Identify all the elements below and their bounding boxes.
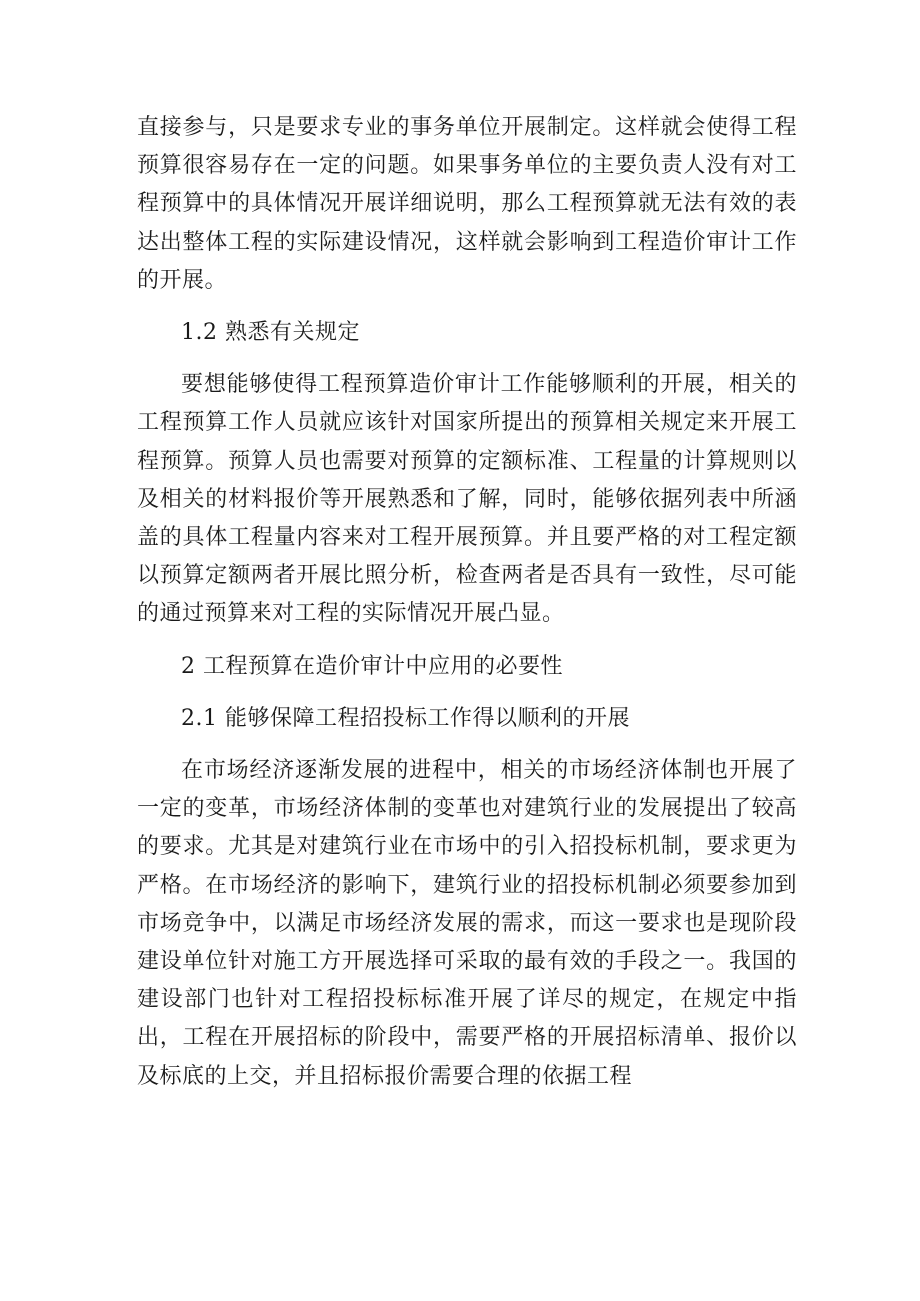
section-heading-2-1: 2.1 能够保障工程招投标工作得以顺利的开展	[181, 705, 630, 731]
paragraph-gap	[137, 634, 797, 648]
paragraph-gap	[137, 300, 797, 314]
paragraph-gap	[137, 738, 797, 752]
paragraph-regulations: 要想能够使得工程预算造价审计工作能够顺利的开展，相关的工程预算工作人员就应该针对国家所提出的预算相关规定来开展工程预算。预算人员也需要对预算的定额标准、工程量的计算规则以及相关的材料报价等开展熟悉和了解，同时，能够依据列表中所涵盖的具体工程量内容来对工程开展预算。并且要严格的对工程定额以预算定额两者开展比照分析，检查两者是否具有一致性，尽可能的通过预算来对工程的实际情况开展凸显。	[137, 372, 797, 627]
paragraph-intro-continuation: 直接参与，只是要求专业的事务单位开展制定。这样就会使得工程预算很容易存在一定的问题。如果事务单位的主要负责人没有对工程预算中的具体情况开展详细说明，那么工程预算就无法有效的表达出整体工程的实际建设情况，这样就会影响到工程造价审计工作的开展。	[137, 115, 797, 293]
section-heading-2: 2 工程预算在造价审计中应用的必要性	[181, 653, 563, 679]
paragraph-gap	[137, 352, 797, 366]
paragraph-bidding: 在市场经济逐渐发展的进程中，相关的市场经济体制也开展了一定的变革，市场经济体制的变革也对建筑行业的发展提出了较高的要求。尤其是对建筑行业在市场中的引入招投标机制，要求更为严格。在市场经济的影响下，建筑行业的招投标机制必须要参加到市场竞争中，以满足市场经济发展的需求，而这一要求也是现阶段建设单位针对施工方开展选择可采取的最有效的手段之一。我国的建设部门也针对工程招投标标准开展了详尽的规定，在规定中指出，工程在开展招标的阶段中，需要严格的开展招标清单、报价以及标底的上交，并且招标报价需要合理的依据工程	[137, 758, 797, 1089]
document-body	[137, 109, 797, 1096]
paragraph-gap	[137, 686, 797, 700]
section-heading-1-2: 1.2 熟悉有关规定	[181, 320, 360, 346]
